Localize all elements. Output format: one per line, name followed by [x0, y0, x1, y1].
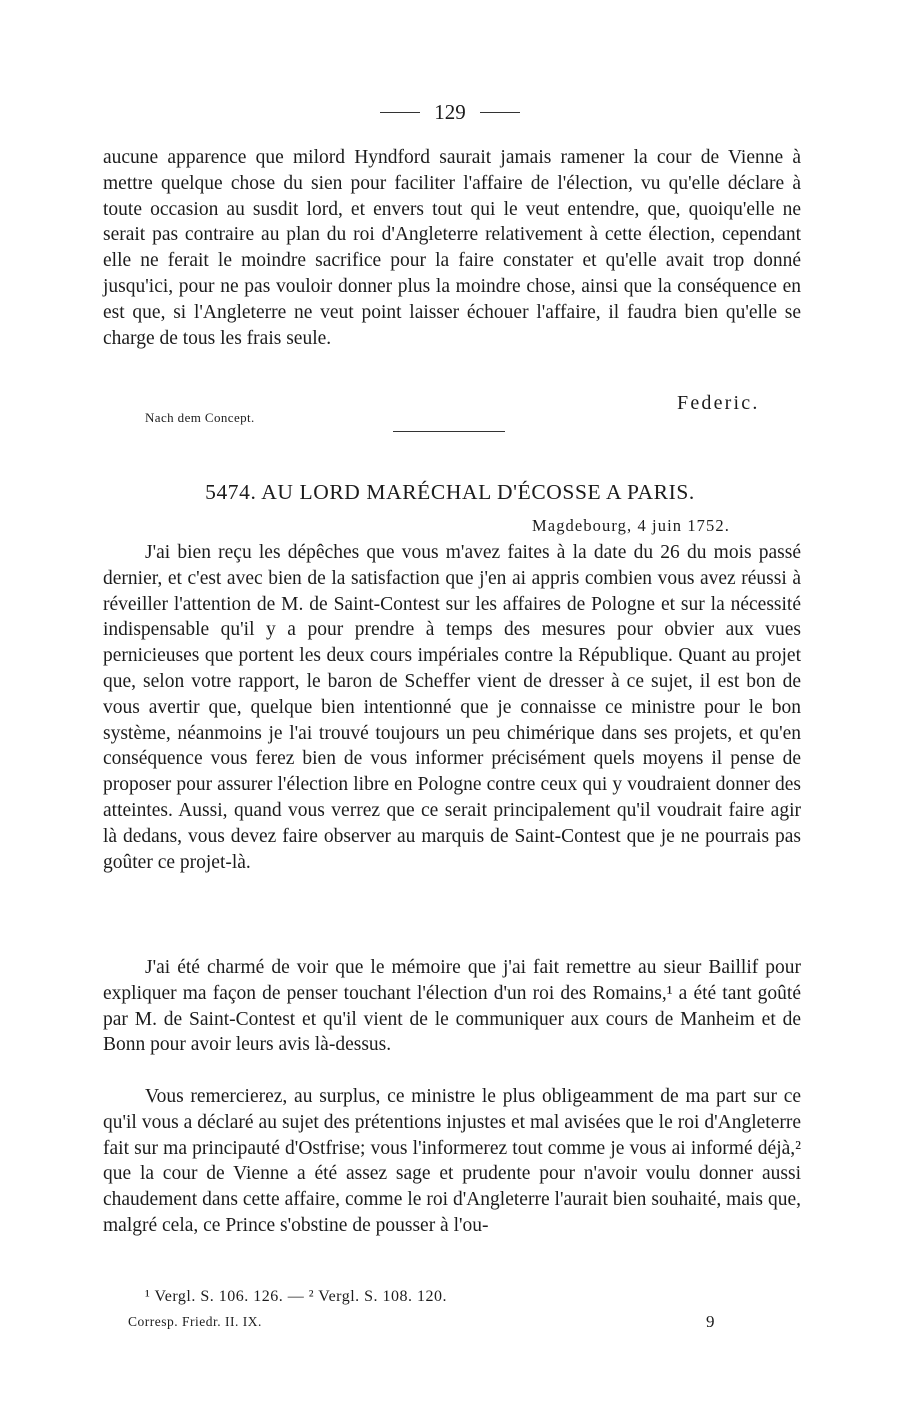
letter-title: 5474. AU LORD MARÉCHAL D'ÉCOSSE A PARIS.	[205, 480, 695, 504]
letter-paragraph: J'ai été charmé de voir que le mémoire que j'ai fait remettre au sieur Baillif pour expliquer ma façon de penser touchant l'élection d'un roi des Romains,¹ a été tant goûté par M. de Saint-Contest et qu'il vient de le communiquer aux cours de Manheim et de Bonn pour avoir leurs avis là-dessus.	[103, 957, 801, 1056]
letter-dateline: Magdebourg, 4 juin 1752.	[532, 516, 730, 535]
page-header	[0, 100, 900, 125]
signature: Federic.	[677, 392, 760, 414]
section-separator	[393, 431, 505, 432]
continuation-paragraph: aucune apparence que milord Hyndford saurait jamais ramener la cour de Vienne à mettre quelque chose du sien pour faciliter l'affaire de l'élection, vu qu'elle déclare à toute occasion au susdit lord, et envers tout qui le veut entendre, que, quoiqu'elle ne serait pas contraire au plan du roi d'Angleterre relativement à cette élection, cependant elle ne ferait le moindre sacrifice pour la faire constater et qu'elle avait trop donné jusqu'ici, pour ne pas vouloir donner plus la moindre chose, ainsi que la conséquence en est que, si l'Angleterre ne veut point laisser échouer l'affaire, il faudra bien qu'elle se charge de tous les frais seule.	[103, 147, 801, 349]
sheet-number: 9	[706, 1312, 715, 1331]
letter-paragraph: Vous remercierez, au surplus, ce ministre le plus obligeamment de ma part sur ce qu'il vous a déclaré au sujet des prétentions injustes et mal avisées que le roi d'Angleterre fait sur ma principauté d'Ostfrise; vous l'informerez tout comme je vous ai informé déjà,² que la cour de Vienne a été assez sage et prudente pour n'avoir voulu donner aussi chaudement dans cette affaire, comme le roi d'Angleterre l'aurait bien souhaité, mais que, malgré cela, ce Prince s'obstine de pousser à l'ou-	[103, 1086, 801, 1236]
page-number: 129	[434, 100, 466, 124]
signature-mark: Corresp. Friedr. II. IX.	[128, 1314, 262, 1329]
header-rule-left	[380, 112, 420, 113]
header-rule-right	[480, 112, 520, 113]
footnotes: ¹ Vergl. S. 106. 126. — ² Vergl. S. 108. 120.	[145, 1288, 448, 1305]
letter-paragraph: J'ai bien reçu les dépêches que vous m'avez faites à la date du 26 du mois passé dernier, et c'est avec bien de la satisfaction que j'en ai appris combien vous avez réussi à réveiller l'attention de M. de Saint-Contest sur les affaires de Pologne et sur la nécessité indispensable qu'il y a pour prendre à temps des mesures pour obvier aux vues pernicieuses que portent les deux cours impériales contre la République. Quant au projet que, selon votre rapport, le baron de Scheffer vient de dresser à ce sujet, il est bon de vous avertir que, quelque bien intentionné que je connaisse ce ministre pour le bon système, néanmoins je l'ai trouvé toujours un peu chimérique dans ses projets, et qu'en conséquence vous ferez bien de vous informer précisément quels moyens il pense de proposer pour assurer l'élection libre en Pologne contre ceux qui y voudraient donner des atteintes. Aussi, quand vous verrez que ce serait principalement qu'il voudrait faire agir là dedans, vous devez faire observer au marquis de Saint-Contest que je ne pourrais pas goûter ce projet-là.	[103, 542, 801, 873]
source-note: Nach dem Concept.	[145, 410, 255, 425]
